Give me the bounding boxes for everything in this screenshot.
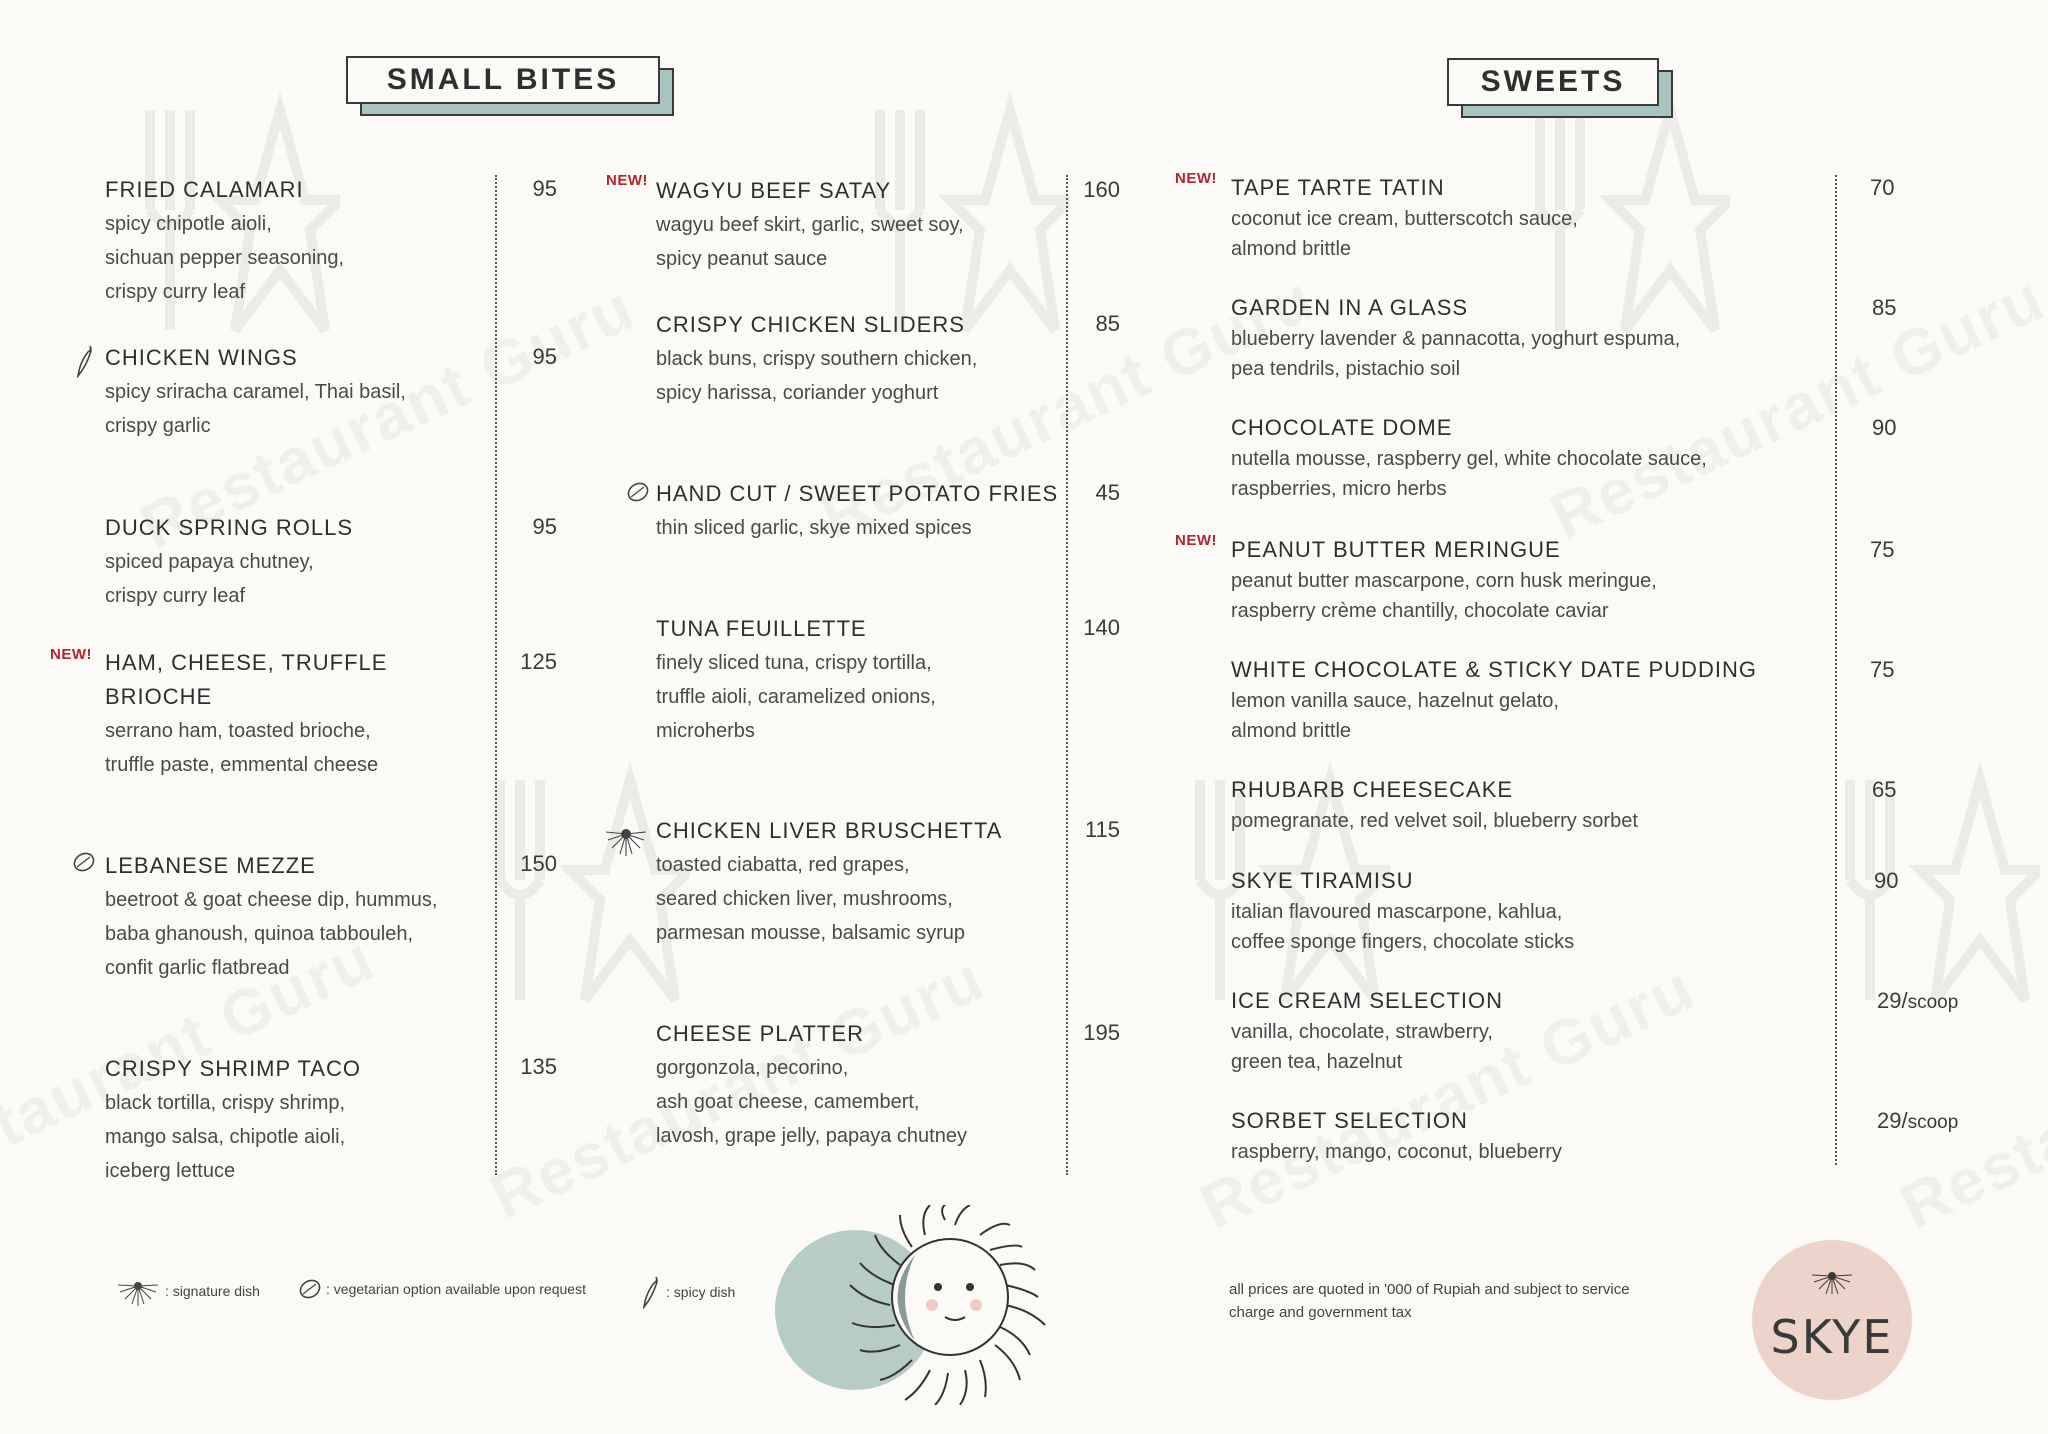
item-price: 135 <box>520 1054 557 1079</box>
chili-icon <box>74 344 96 378</box>
item-name: SKYE TIRAMISU <box>1231 868 1414 893</box>
item-desc: blueberry lavender & pannacotta, yoghurt espuma, <box>1231 328 1681 350</box>
sun-icon <box>604 822 648 856</box>
sun-icon <box>1809 1264 1855 1294</box>
new-badge: NEW! <box>50 646 92 663</box>
item-desc: raspberries, micro herbs <box>1231 478 1447 500</box>
legend-spicy <box>640 1275 735 1309</box>
price-unit: scoop <box>1907 992 1959 1013</box>
menu-item <box>656 814 1002 950</box>
item-desc: pomegranate, red velvet soil, blueberry sorbet <box>1231 810 1638 832</box>
item-desc: crispy curry leaf <box>105 585 246 607</box>
column-divider <box>1066 175 1068 1175</box>
menu-item <box>656 477 1058 545</box>
item-price: 75 <box>1870 537 1895 562</box>
item-name: HAM, CHEESE, TRUFFLE <box>105 650 388 675</box>
item-desc: coffee sponge fingers, chocolate sticks <box>1231 931 1575 953</box>
legend-signature <box>115 1276 260 1306</box>
chili-icon <box>640 1275 662 1309</box>
item-desc: spicy peanut sauce <box>656 248 828 270</box>
item-price: 75 <box>1870 657 1895 682</box>
menu-item <box>1231 172 1578 264</box>
item-price: 70 <box>1870 175 1895 200</box>
leaf-icon <box>72 850 96 874</box>
menu-item <box>1231 412 1707 504</box>
item-desc: confit garlic flatbread <box>105 957 290 979</box>
item-desc: crispy garlic <box>105 415 211 437</box>
item-desc: thin sliced garlic, skye mixed spices <box>656 517 972 539</box>
section-title: SWEETS <box>1447 58 1659 106</box>
item-desc: spicy chipotle aioli, <box>105 213 272 235</box>
item-name: CHICKEN LIVER BRUSCHETTA <box>656 818 1003 843</box>
item-desc: beetroot & goat cheese dip, hummus, <box>105 889 438 911</box>
logo-wordmark: SKYE <box>1770 1310 1894 1364</box>
item-desc: almond brittle <box>1231 720 1352 742</box>
item-name: TUNA FEUILLETTE <box>656 616 867 641</box>
section-header-sweets <box>1447 58 1659 106</box>
menu-item <box>1231 985 1503 1077</box>
item-name: GARDEN IN A GLASS <box>1231 295 1469 320</box>
item-name: WAGYU BEEF SATAY <box>656 178 892 203</box>
menu-item <box>1231 1105 1562 1167</box>
item-desc: baba ghanoush, quinoa tabbouleh, <box>105 923 414 945</box>
item-name: TAPE TARTE TATIN <box>1231 175 1445 200</box>
item-desc: finely sliced tuna, crispy tortilla, <box>656 652 932 674</box>
legend-label: : vegetarian option available upon request <box>326 1281 586 1297</box>
item-desc: parmesan mousse, balsamic syrup <box>656 922 966 944</box>
item-price: 95 <box>532 176 557 201</box>
leaf-icon <box>626 480 650 504</box>
item-desc: spicy harissa, coriander yoghurt <box>656 382 939 404</box>
item-price: 125 <box>520 649 557 674</box>
item-price: 90 <box>1874 868 1899 893</box>
item-desc: vanilla, chocolate, strawberry, <box>1231 1021 1493 1043</box>
item-desc: mango salsa, chipotle aioli, <box>105 1126 346 1148</box>
item-price: 115 <box>1084 817 1120 842</box>
item-desc: serrano ham, toasted brioche, <box>105 720 371 742</box>
price-unit: scoop <box>1907 1112 1959 1133</box>
menu-item <box>105 646 387 782</box>
leaf-icon <box>298 1277 322 1301</box>
item-desc: microherbs <box>656 720 755 742</box>
menu-item <box>105 173 344 309</box>
item-price: 195 <box>1083 1020 1120 1045</box>
item-desc: truffle paste, emmental cheese <box>105 754 379 776</box>
menu-item <box>105 849 437 985</box>
item-name: ICE CREAM SELECTION <box>1231 988 1504 1013</box>
price-value: 29/ <box>1877 988 1908 1013</box>
item-price: 150 <box>520 851 557 876</box>
item-price: 65 <box>1872 777 1897 802</box>
item-name: HAND CUT / SWEET POTATO FRIES <box>656 481 1059 506</box>
item-desc: ash goat cheese, camembert, <box>656 1091 920 1113</box>
item-name: FRIED CALAMARI <box>105 177 304 202</box>
item-desc: spicy sriracha caramel, Thai basil, <box>105 381 406 403</box>
item-price: 45 <box>1095 480 1120 505</box>
item-desc: truffle aioli, caramelized onions, <box>656 686 936 708</box>
item-desc: spiced papaya chutney, <box>105 551 314 573</box>
menu-item <box>105 341 406 443</box>
item-name: CRISPY CHICKEN SLIDERS <box>656 312 965 337</box>
item-desc: black buns, crispy southern chicken, <box>656 348 978 370</box>
item-desc: crispy curry leaf <box>105 281 246 303</box>
legend-vegetarian <box>298 1277 586 1301</box>
item-desc: seared chicken liver, mushrooms, <box>656 888 953 910</box>
item-desc: sichuan pepper seasoning, <box>105 247 345 269</box>
legend-label: : signature dish <box>165 1283 260 1299</box>
item-desc: almond brittle <box>1231 238 1352 260</box>
item-price: 95 <box>532 514 557 539</box>
sun-moon-illustration-icon <box>760 1205 1050 1405</box>
menu-item <box>1231 534 1657 626</box>
section-title: SMALL BITES <box>346 56 660 104</box>
item-name: BRIOCHE <box>105 684 213 709</box>
item-price: 90 <box>1872 415 1897 440</box>
column-divider <box>495 175 497 1175</box>
menu-item <box>656 308 977 410</box>
item-desc: nutella mousse, raspberry gel, white chocolate sauce, <box>1231 448 1707 470</box>
item-desc: lemon vanilla sauce, hazelnut gelato, <box>1231 690 1559 712</box>
new-badge: NEW! <box>1175 170 1217 187</box>
item-name: WHITE CHOCOLATE & STICKY DATE PUDDING <box>1231 657 1757 682</box>
item-name: SORBET SELECTION <box>1231 1108 1468 1133</box>
item-desc: wagyu beef skirt, garlic, sweet soy, <box>656 214 964 236</box>
item-price: 85 <box>1872 295 1897 320</box>
section-header-small-bites <box>346 56 660 104</box>
item-desc: italian flavoured mascarpone, kahlua, <box>1231 901 1563 923</box>
price-note: all prices are quoted in '000 of Rupiah and subject to service charge and government tax <box>1229 1281 1630 1321</box>
item-name: CRISPY SHRIMP TACO <box>105 1056 361 1081</box>
item-name: CHOCOLATE DOME <box>1231 415 1453 440</box>
item-desc: green tea, hazelnut <box>1231 1051 1403 1073</box>
menu-item <box>656 612 936 748</box>
item-desc: black tortilla, crispy shrimp, <box>105 1092 346 1114</box>
menu-item <box>656 174 964 276</box>
menu-item <box>656 1017 967 1153</box>
sun-icon <box>115 1276 161 1306</box>
new-badge: NEW! <box>1175 532 1217 549</box>
new-badge: NEW! <box>606 172 648 189</box>
menu-item <box>1231 865 1574 957</box>
item-desc: toasted ciabatta, red grapes, <box>656 854 910 876</box>
item-name: PEANUT BUTTER MERINGUE <box>1231 537 1561 562</box>
item-price: 140 <box>1083 615 1120 640</box>
item-desc: pea tendrils, pistachio soil <box>1231 358 1461 380</box>
item-price: 95 <box>532 344 557 369</box>
item-name: CHEESE PLATTER <box>656 1021 864 1046</box>
menu-item <box>1231 774 1638 836</box>
item-desc: coconut ice cream, butterscotch sauce, <box>1231 208 1578 230</box>
item-name: LEBANESE MEZZE <box>105 853 316 878</box>
column-divider <box>1835 175 1837 1165</box>
menu-item <box>105 1052 361 1188</box>
item-price <box>1877 988 1958 1014</box>
item-price <box>1877 1108 1958 1134</box>
item-desc: raspberry, mango, coconut, blueberry <box>1231 1141 1562 1163</box>
item-name: DUCK SPRING ROLLS <box>105 515 354 540</box>
menu-item <box>105 511 353 613</box>
item-price: 160 <box>1083 177 1120 202</box>
item-desc: gorgonzola, pecorino, <box>656 1057 849 1079</box>
legend-label: : spicy dish <box>666 1284 736 1300</box>
menu-item <box>1231 654 1757 746</box>
item-name: CHICKEN WINGS <box>105 345 298 370</box>
item-desc: peanut butter mascarpone, corn husk meringue, <box>1231 570 1657 592</box>
item-desc: iceberg lettuce <box>105 1160 236 1182</box>
menu-item <box>1231 292 1680 384</box>
item-desc: raspberry crème chantilly, chocolate caviar <box>1231 600 1609 622</box>
watermark-logo-icon <box>1810 760 2040 1010</box>
item-desc: lavosh, grape jelly, papaya chutney <box>656 1125 967 1147</box>
item-name: RHUBARB CHEESECAKE <box>1231 777 1514 802</box>
price-value: 29/ <box>1877 1108 1908 1133</box>
skye-logo <box>1752 1240 1912 1400</box>
item-price: 85 <box>1095 311 1120 336</box>
